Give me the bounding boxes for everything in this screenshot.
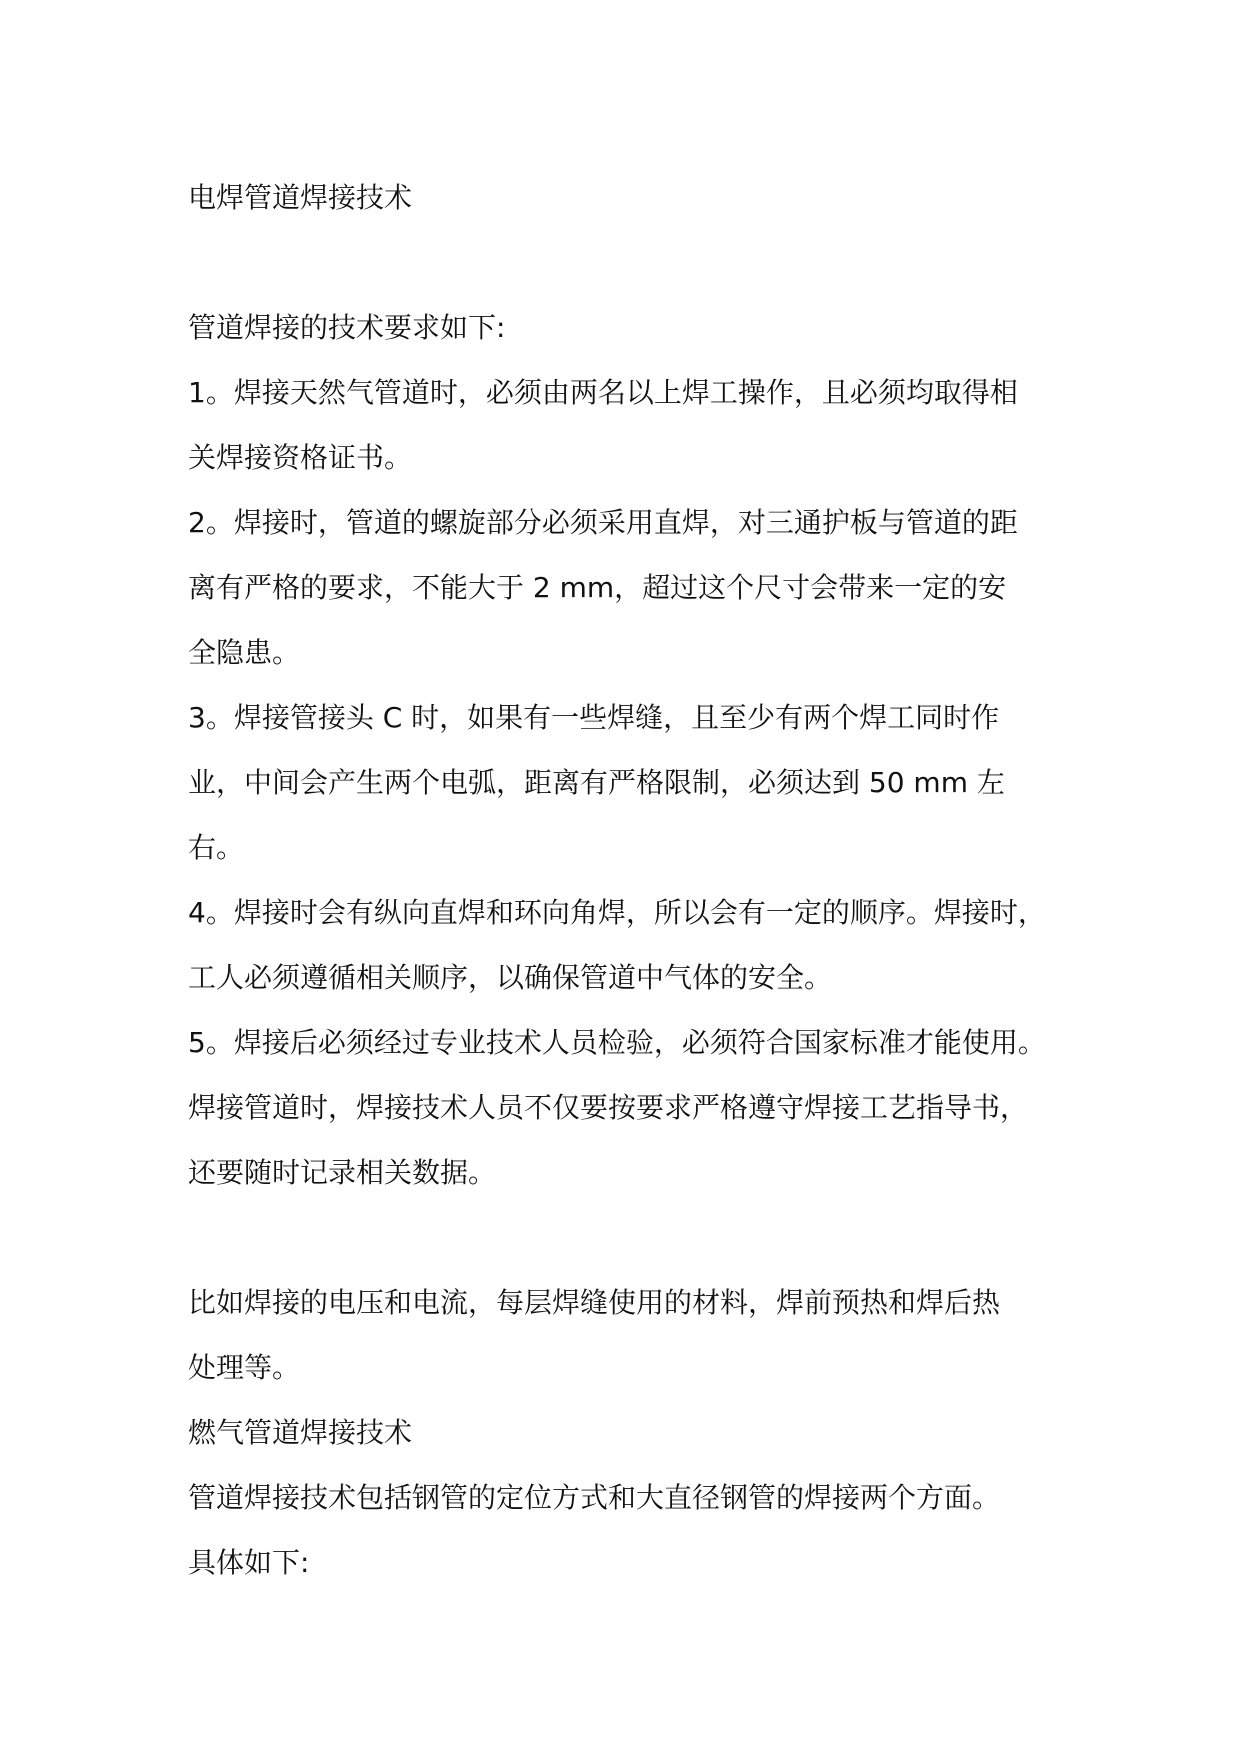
paragraph-line: 1。焊接天然气管道时，必须由两名以上焊工操作，且必须均取得相: [188, 376, 1018, 409]
paragraph-line: 工人必须遵循相关顺序，以确保管道中气体的安全。: [188, 961, 833, 994]
paragraph-line: 业，中间会产生两个电弧，距离有严格限制，必须达到 50 mm 左: [188, 766, 1005, 799]
paragraph-line: 4。焊接时会有纵向直焊和环向角焊，所以会有一定的顺序。焊接时，: [188, 896, 1046, 929]
paragraph-line: 3。焊接管接头 C 时，如果有一些焊缝，且至少有两个焊工同时作: [188, 701, 1000, 734]
document-body: [188, 165, 1088, 1595]
blank-line: [188, 230, 1088, 295]
paragraph-line: 管道焊接技术包括钢管的定位方式和大直径钢管的焊接两个方面。: [188, 1481, 1001, 1514]
paragraph-line: 还要随时记录相关数据。: [188, 1156, 497, 1189]
paragraph-line: 右。: [188, 831, 245, 864]
paragraph-line: 2。焊接时，管道的螺旋部分必须采用直焊，对三通护板与管道的距: [188, 506, 1018, 539]
paragraph-line: 焊接管道时，焊接技术人员不仅要按要求严格遵守焊接工艺指导书，: [188, 1091, 1029, 1124]
paragraph-line: 比如焊接的电压和电流，每层焊缝使用的材料，焊前预热和焊后热: [188, 1286, 1001, 1319]
paragraph-line: 关焊接资格证书。: [188, 441, 413, 474]
paragraph-line: 管道焊接的技术要求如下:: [188, 311, 506, 344]
document-title: 电焊管道焊接技术: [188, 181, 413, 214]
paragraph-line: 5。焊接后必须经过专业技术人员检验，必须符合国家标准才能使用。: [188, 1026, 1046, 1059]
blank-line: [188, 1205, 1088, 1270]
section-heading: 燃气管道焊接技术: [188, 1416, 413, 1449]
paragraph-line: 处理等。: [188, 1351, 301, 1384]
paragraph-line: 具体如下:: [188, 1546, 310, 1579]
paragraph-line: 离有严格的要求，不能大于 2 mm，超过这个尺寸会带来一定的安: [188, 571, 1007, 604]
paragraph-line: 全隐患。: [188, 636, 301, 669]
